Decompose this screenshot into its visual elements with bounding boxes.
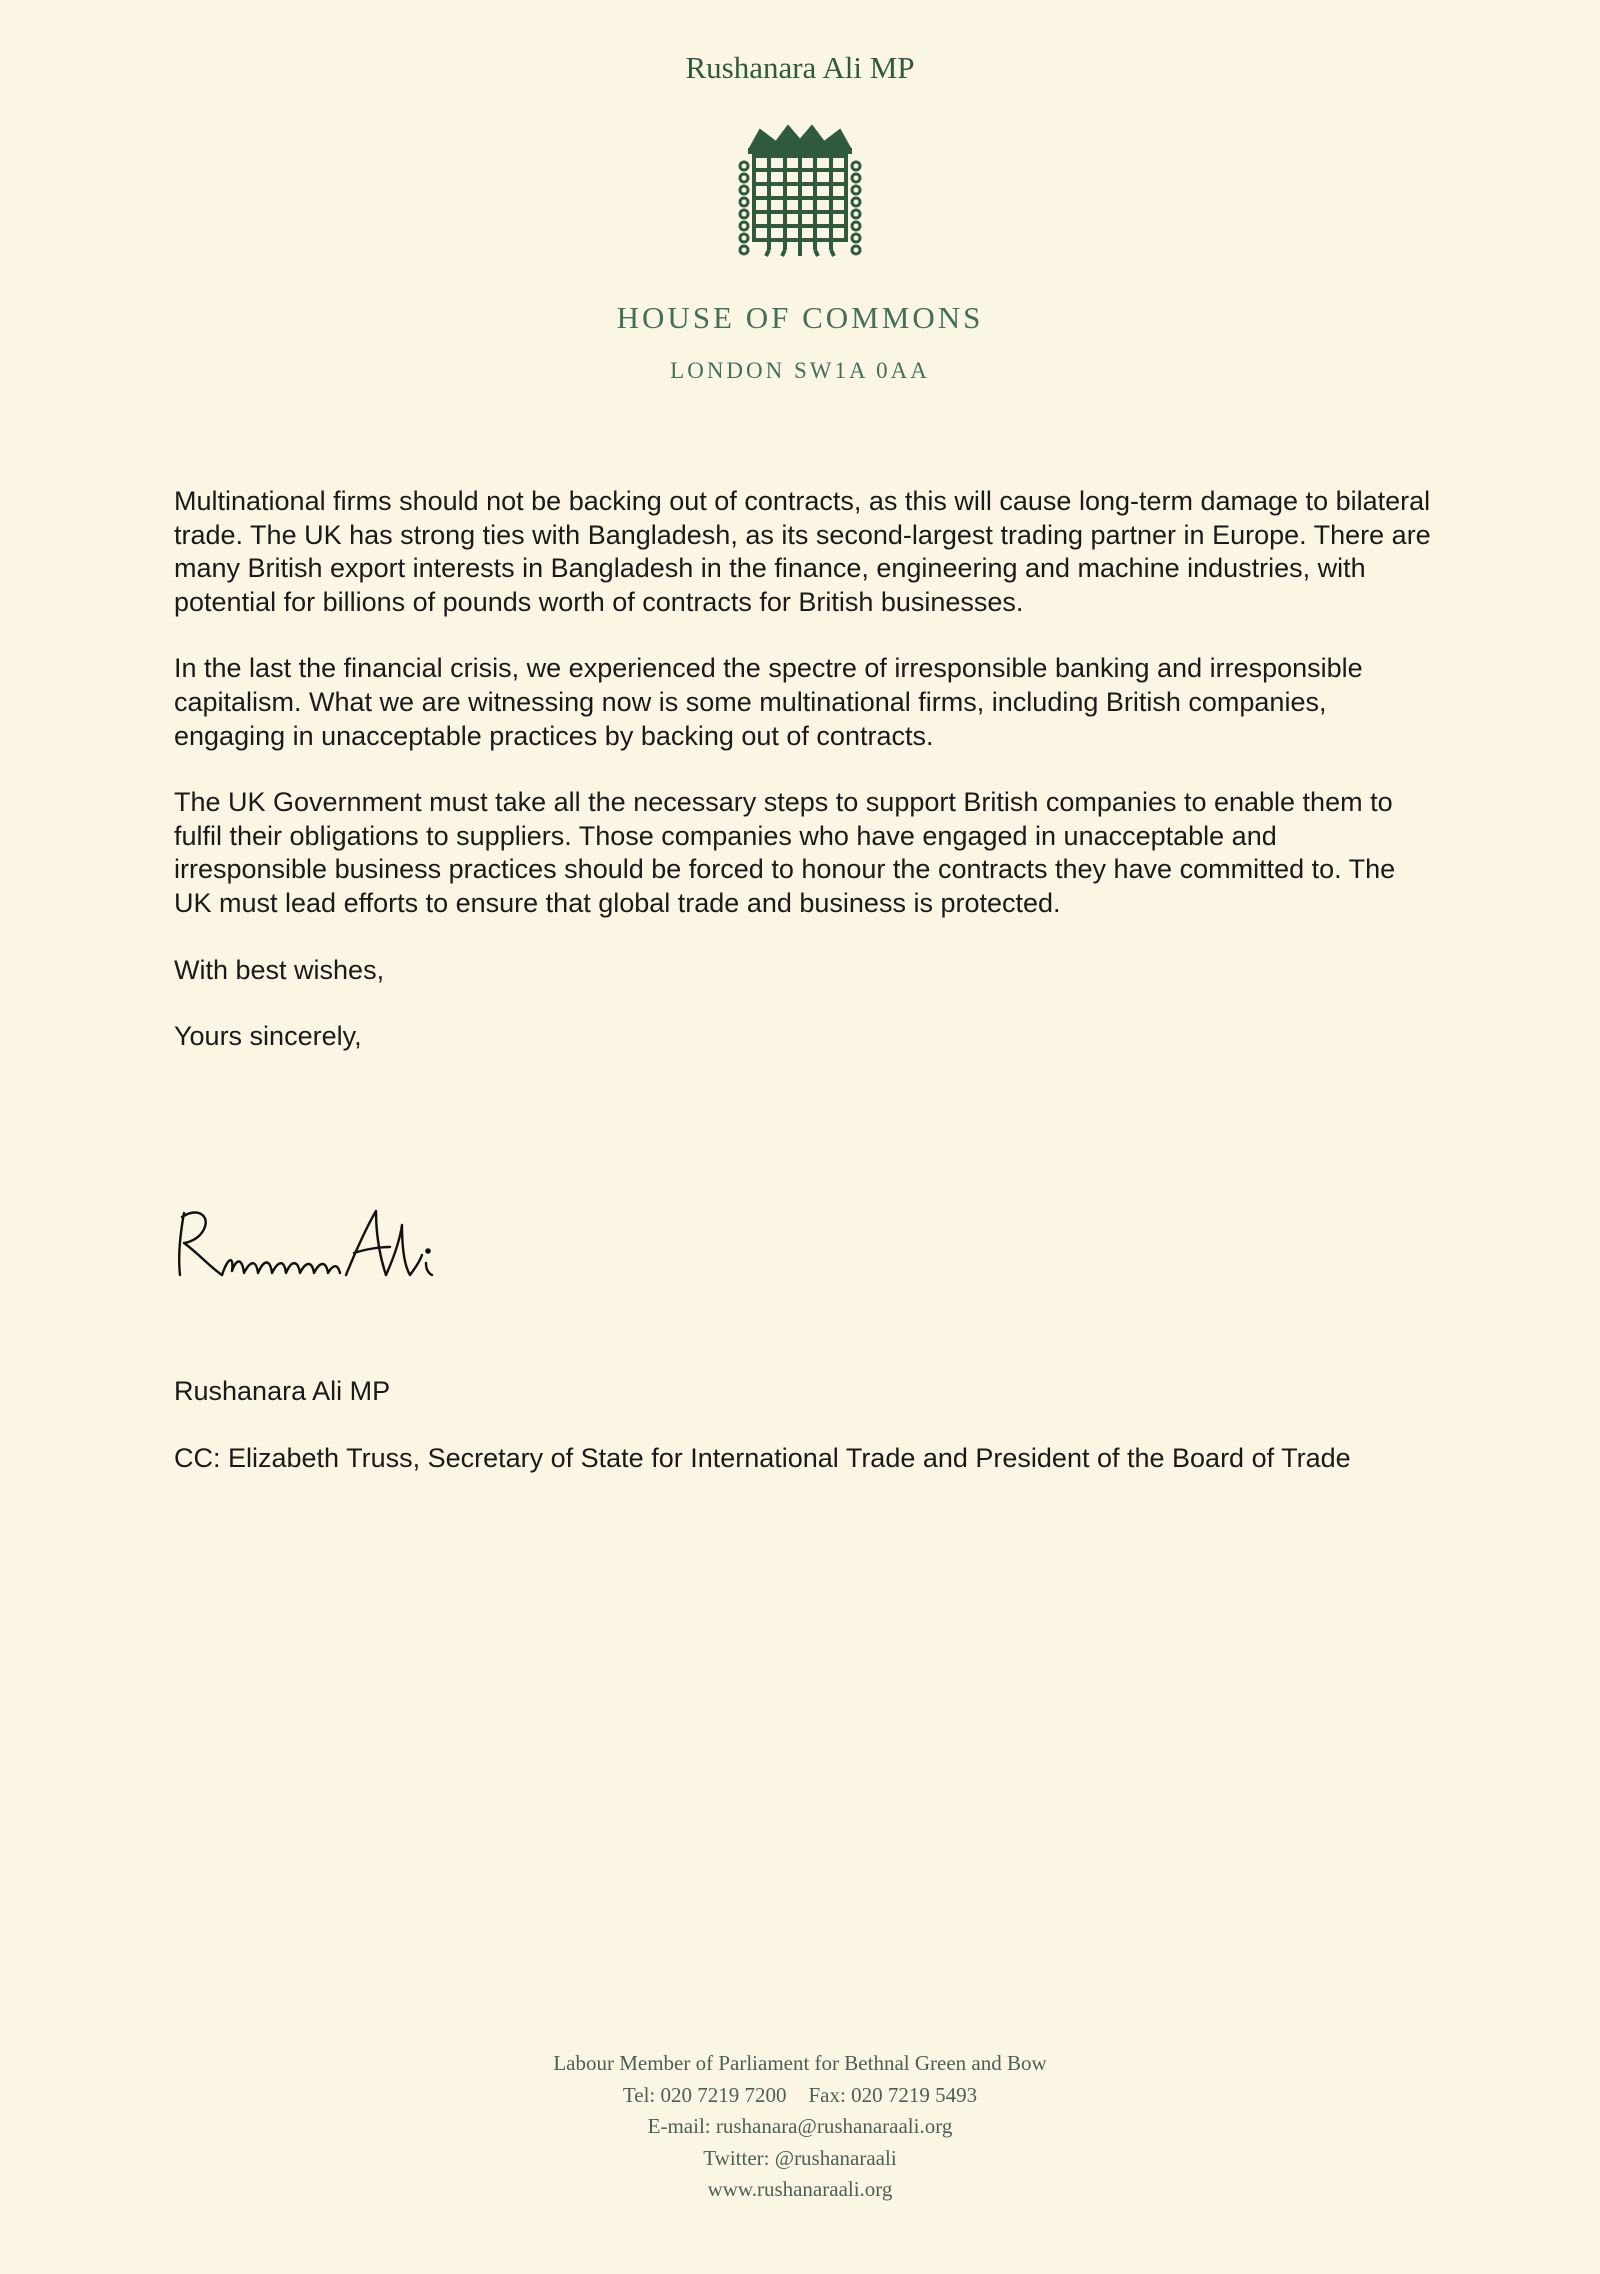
signoff-block <box>174 1375 1434 1508</box>
letter-footer <box>0 2048 1600 2206</box>
cc-line: CC: Elizabeth Truss, Secretary of State for International Trade and President of the Board of Trade <box>174 1442 1351 1473</box>
closing-best-wishes: With best wishes, <box>174 954 385 985</box>
footer-email[interactable]: E-mail: rushanara@rushanaraali.org <box>647 2114 953 2138</box>
letterhead-address: LONDON SW1A 0AA <box>670 358 930 383</box>
body-paragraph-1: Multinational firms should not be backing out of contracts, as this will cause long-term damage to bilateral trade. The UK has strong ties with Bangladesh, as its second-largest trading partner in Europe. There are many British export interests in Bangladesh in the finance, engineering and machine industries, with potential for billions of pounds worth of contracts for British businesses. <box>174 486 1431 617</box>
signoff-name: Rushanara Ali MP <box>174 1376 391 1406</box>
portcullis-icon <box>736 122 864 262</box>
footer-twitter[interactable]: Twitter: @rushanaraali <box>703 2145 897 2170</box>
body-paragraph-2: In the last the financial crisis, we experienced the spectre of irresponsible banking and irresponsible capitalism. What we are witnessing now is some multinational firms, including British companies, engaging in unacceptable practices by backing out of contracts. <box>174 653 1363 751</box>
letterhead-name: Rushanara Ali MP <box>685 50 915 85</box>
footer-website[interactable]: www.rushanaraali.org <box>707 2177 893 2201</box>
footer-tel: Tel: 020 7219 7200 <box>622 2082 787 2107</box>
house-of-commons-heading: HOUSE OF COMMONS <box>616 300 984 335</box>
footer-role: Labour Member of Parliament for Bethnal Green and Bow <box>553 2051 1047 2075</box>
footer-fax: Fax: 020 7219 5493 <box>808 2082 978 2107</box>
closing-yours-sincerely: Yours sincerely, <box>174 1021 362 1052</box>
letter-body <box>174 485 1434 1087</box>
body-paragraph-3: The UK Government must take all the necessary steps to support British companies to enable them to fulfil their obligations to suppliers. Those companies who have engaged in unacceptable and irresponsible business practices should be forced to honour the contracts they have committed to. The UK must lead efforts to ensure that global trade and business is protected. <box>174 787 1396 918</box>
footer-phone-line <box>0 2080 1600 2112</box>
signature-image <box>170 1195 490 1295</box>
